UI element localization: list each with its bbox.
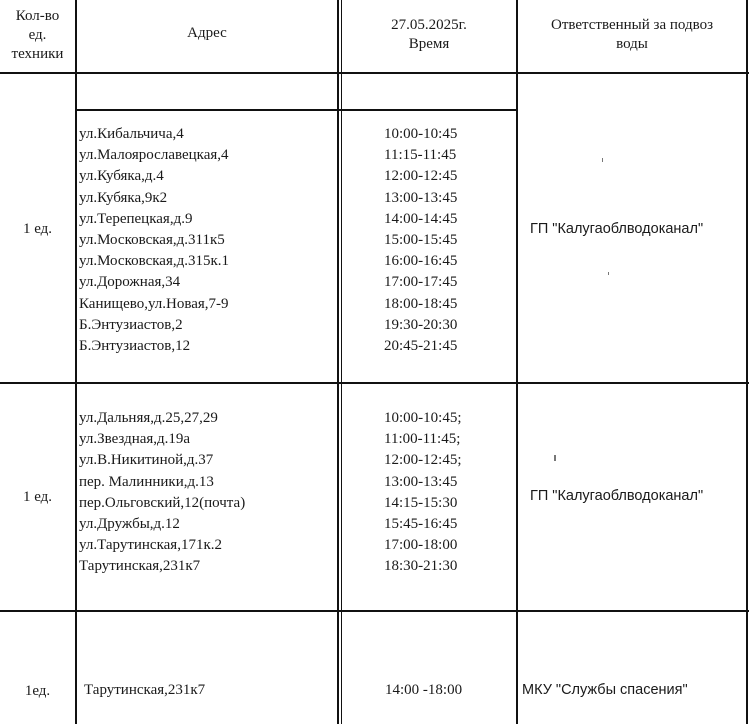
address-line: пер.Ольговский,12(почта): [79, 494, 246, 511]
time-line: 14:00-14:45: [384, 210, 458, 227]
header-responsible-line: Ответственный за подвоз: [550, 17, 714, 33]
header-responsible: [518, 16, 746, 54]
header-time: Время: [408, 36, 450, 52]
row3-times: [385, 680, 515, 701]
row2-times: [384, 408, 514, 578]
address-line: ул.В.Никитиной,д.37: [79, 452, 214, 469]
address-line: ул.Кубяка,д.4: [79, 168, 164, 185]
subrow-border: [76, 109, 518, 111]
address-line: ул.Московская,д.315к.1: [79, 253, 230, 270]
time-line: 15:45-16:45: [384, 516, 458, 533]
address-line: Б.Энтузиастов,2: [79, 316, 183, 333]
time-line: 10:00-10:45;: [384, 410, 462, 426]
header-date-time: [342, 16, 516, 54]
time-line: 16:00-16:45: [384, 253, 458, 270]
header-address: Адрес: [187, 25, 227, 41]
col-border-2b: [341, 0, 342, 724]
time-line: 14:15-15:30: [384, 494, 458, 511]
row2-addresses: [79, 408, 335, 578]
col-border-1: [75, 0, 77, 724]
header-qty-line: ед.: [28, 27, 47, 43]
scan-speck: [608, 272, 609, 275]
scan-speck: [602, 158, 603, 162]
time-line: 15:00-15:45: [384, 232, 458, 249]
time-line: 13:00-13:45: [384, 473, 458, 490]
address-line: ул.Московская,д.311к5: [79, 232, 225, 249]
row2-responsible: ГП "Калугаоблводоканал": [530, 488, 704, 504]
time-line: 11:00-11:45;: [384, 431, 461, 448]
time-line: 17:00-18:00: [384, 537, 458, 554]
row-border-header-bottom: [0, 72, 749, 74]
row2-qty: 1 ед.: [22, 489, 53, 505]
address-line: ул.Тарутинская,171к.2: [79, 537, 222, 554]
address-line: ул.Кубяка,9к2: [79, 189, 168, 206]
row1-responsible: ГП "Калугаоблводоканал": [530, 221, 704, 237]
address-line: Тарутинская,231к7: [84, 682, 206, 698]
address-line: ул.Дорожная,34: [79, 274, 181, 291]
header-responsible-line: воды: [616, 36, 648, 52]
row3-responsible: МКУ "Службы спасения": [522, 682, 688, 698]
address-line: Канищево,ул.Новая,7-9: [79, 295, 229, 312]
row3-addresses: [84, 680, 336, 701]
row-border-2: [0, 610, 749, 612]
header-qty: [0, 7, 75, 64]
header-qty-line: Кол-во: [15, 8, 60, 24]
row-border-1: [0, 382, 749, 384]
header-qty-line: техники: [11, 46, 64, 62]
time-line: 19:30-20:30: [384, 316, 458, 333]
row3-qty: 1ед.: [24, 683, 51, 699]
time-line: 18:00-18:45: [384, 295, 458, 312]
col-border-3: [516, 0, 518, 724]
scan-speck: [554, 455, 556, 461]
address-line: ул.Звездная,д.19а: [79, 431, 191, 448]
time-line: 18:30-21:30: [384, 558, 458, 575]
row1-qty: 1 ед.: [22, 221, 53, 237]
row1-times: [384, 124, 514, 357]
address-line: ул.Малоярославецкая,4: [79, 147, 229, 164]
time-line: 17:00-17:45: [384, 274, 458, 291]
col-border-4: [746, 0, 748, 724]
time-line: 11:15-11:45: [384, 147, 457, 164]
address-line: пер. Малинники,д.13: [79, 473, 214, 490]
address-line: Тарутинская,231к7: [79, 558, 201, 575]
address-line: ул.Дальняя,д.25,27,29: [79, 410, 218, 426]
time-line: 12:00-12:45: [384, 168, 458, 185]
address-line: Б.Энтузиастов,12: [79, 338, 191, 355]
time-line: 13:00-13:45: [384, 189, 458, 206]
address-line: ул.Дружбы,д.12: [79, 516, 180, 533]
row1-addresses: [79, 124, 335, 357]
time-line: 12:00-12:45;: [384, 452, 462, 469]
address-line: ул.Кибальчича,4: [79, 126, 184, 142]
time-line: 10:00-10:45: [384, 126, 458, 142]
time-line: 14:00 -18:00: [385, 682, 463, 698]
address-line: ул.Терепецкая,д.9: [79, 210, 193, 227]
time-line: 20:45-21:45: [384, 338, 458, 355]
header-date: 27.05.2025г.: [391, 17, 467, 33]
col-border-2: [337, 0, 339, 724]
